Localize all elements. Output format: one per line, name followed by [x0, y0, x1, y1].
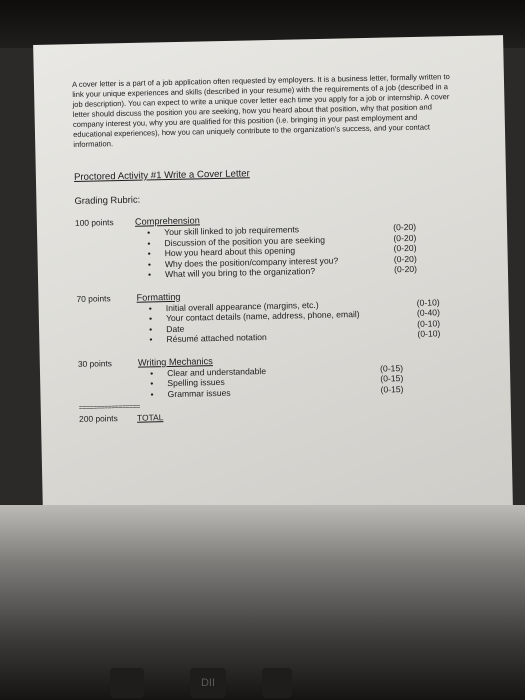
- section-heading: Formatting: [136, 291, 181, 303]
- section-heading: Writing Mechanics: [137, 355, 213, 368]
- rubric-section-formatting: [76, 285, 462, 346]
- bullet-icon: •: [147, 237, 151, 248]
- criteria-list: [147, 210, 461, 280]
- criterion-text: Your contact details (name, address, phone, email): [165, 309, 360, 324]
- criterion-text: Why does the position/company interest you?: [164, 254, 339, 269]
- bullet-icon: •: [147, 227, 151, 238]
- total-label: TOTAL: [136, 412, 164, 423]
- keyboard-key: [262, 668, 292, 698]
- criterion-text: Clear and understandable: [167, 365, 267, 378]
- keyboard-key-label: DII: [190, 668, 226, 698]
- criterion-range: (0-20): [393, 221, 417, 233]
- activity-title: Proctored Activity #1 Write a Cover Letter: [73, 168, 250, 183]
- criterion-range: (0-20): [393, 263, 418, 275]
- total-separator: =================: [78, 403, 140, 412]
- criteria-list: [150, 350, 464, 399]
- keyboard-key: [110, 668, 144, 698]
- criterion-range: (0-10): [417, 328, 441, 339]
- section-heading: Comprehension: [134, 215, 200, 227]
- criterion-text: Initial overall appearance (margins, etc.): [165, 299, 319, 313]
- total-points: 200 points: [78, 413, 118, 424]
- criterion-text: Date: [166, 323, 185, 334]
- rubric-title: Grading Rubric:: [74, 193, 141, 206]
- bullet-icon: •: [149, 323, 153, 334]
- rubric-section-writing-mechanics: [78, 350, 464, 401]
- bullet-icon: •: [148, 313, 153, 324]
- criterion-text: Résumé attached notation: [166, 331, 267, 345]
- criterion-range: (0-40): [416, 307, 440, 318]
- section-points: 100 points: [74, 217, 114, 228]
- document: [72, 72, 464, 424]
- criterion-text: Spelling issues: [167, 376, 225, 389]
- criterion-text: How you heard about this opening: [164, 245, 296, 259]
- criterion-range: (0-20): [393, 242, 417, 254]
- bullet-icon: •: [150, 367, 154, 378]
- section-points: 30 points: [77, 357, 113, 369]
- rubric-section-comprehension: [75, 210, 461, 282]
- bullet-icon: •: [150, 378, 154, 389]
- criterion-range: (0-20): [393, 253, 417, 264]
- section-points: 70 points: [76, 292, 111, 304]
- criterion-range: (0-10): [416, 296, 440, 308]
- bullet-icon: •: [147, 248, 151, 259]
- criterion-range: (0-15): [379, 362, 404, 374]
- criterion-text: Grammar issues: [167, 387, 231, 399]
- criterion-range: (0-10): [417, 317, 441, 329]
- criterion-text: Discussion of the position you are seeking: [164, 234, 326, 248]
- bullet-icon: •: [147, 258, 151, 269]
- bullet-icon: •: [150, 388, 154, 399]
- criterion-text: Your skill linked to job requirements: [164, 224, 300, 238]
- bullet-icon: •: [147, 269, 152, 280]
- intro-paragraph: A cover letter is a part of a job application often requested by employers. It is a business letter, formally written to link your unique experiences and skills (described in your resume) with the requirements of a job (described in a job description). You can expect to write a unique cover letter each time you apply for a job or internship. A cover letter should discuss the position you are seeking, how you heard about that position, why that position and company interest you, why you are qualified for this position (i.e. bringing in your past employment and educational experiences), how you can uniquely contribute to the organization's success, and your contact information.: [72, 72, 450, 149]
- criterion-text: What will you bring to the organization?: [164, 265, 316, 280]
- criterion-range: (0-20): [393, 232, 417, 243]
- bullet-icon: •: [149, 334, 153, 345]
- criterion-range: (0-15): [380, 383, 404, 395]
- criteria-list: [148, 285, 462, 345]
- criterion-range: (0-15): [380, 373, 404, 384]
- bullet-icon: •: [148, 302, 152, 313]
